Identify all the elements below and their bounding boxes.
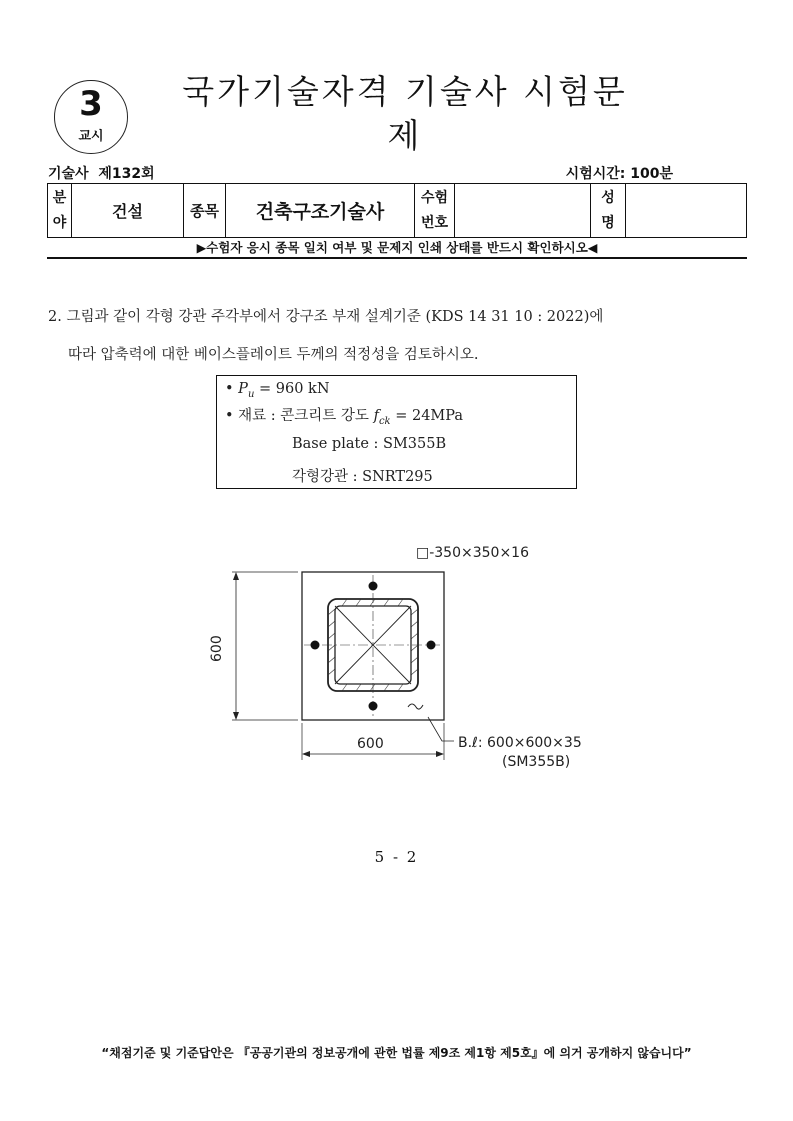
period-label: 교시 bbox=[78, 129, 104, 144]
fck-subscript: ck bbox=[378, 415, 391, 427]
name-label-2: 명 bbox=[601, 214, 615, 231]
bullet-2: • bbox=[225, 408, 234, 424]
bullet-1: • bbox=[225, 381, 234, 397]
fck-symbol: f bbox=[373, 408, 379, 424]
exam-no-label-cell bbox=[415, 184, 455, 237]
plate-material: (SM355B) bbox=[502, 754, 571, 770]
anchor-bolt-left bbox=[311, 641, 320, 650]
tube-label: □-350×350×16 bbox=[416, 545, 529, 561]
exam-no-label-1: 수험 bbox=[420, 189, 449, 206]
name-field[interactable] bbox=[626, 184, 745, 237]
name-label-1: 성 bbox=[601, 189, 615, 206]
base-plate-figure bbox=[200, 535, 620, 785]
width-dim-arrow-right bbox=[436, 751, 444, 757]
width-dimension: 600 bbox=[357, 736, 384, 752]
plate-label: B.ℓ: 600×600×35 bbox=[458, 735, 582, 751]
exam-no-label-2: 번호 bbox=[420, 214, 449, 231]
field-label-1: 분 bbox=[52, 189, 67, 206]
height-dim-arrow-bottom bbox=[233, 712, 239, 720]
anchor-bolt-top bbox=[369, 582, 378, 591]
weld-symbol bbox=[408, 704, 423, 709]
fck-value: = 24MPa bbox=[390, 408, 464, 424]
field-label-cell bbox=[48, 184, 72, 237]
type-label: 종목 bbox=[190, 202, 219, 220]
height-dimension: 600 bbox=[209, 635, 225, 662]
question-line-2: 따라 압축력에 대한 베이스플레이트 두께의 적정성을 검토하시오. bbox=[68, 347, 479, 363]
question bbox=[48, 298, 748, 374]
given-base-plate: Base plate : SM355B bbox=[292, 436, 447, 452]
width-dim-arrow-left bbox=[302, 751, 310, 757]
type-value-cell bbox=[226, 184, 415, 237]
page-number: 5 - 2 bbox=[374, 848, 419, 866]
exam-round: 기술사 제132회 bbox=[48, 166, 155, 182]
anchor-bolt-right bbox=[427, 641, 436, 650]
field-value-cell bbox=[72, 184, 184, 237]
header-divider bbox=[47, 257, 747, 259]
period-number: 3 bbox=[79, 84, 103, 124]
type-label-cell bbox=[184, 184, 226, 237]
page-title: 국가기술자격 기술사 시험문제 bbox=[182, 72, 628, 155]
pu-value: = 960 kN bbox=[254, 381, 330, 397]
given-material bbox=[225, 406, 463, 432]
footer-notice: “채점기준 및 기준답안은 『공공기관의 정보공개에 관한 법률 제9조 제1항 제5호』에 의거 공개하지 않습니다” bbox=[101, 1046, 692, 1060]
info-table bbox=[47, 183, 747, 238]
given-pu bbox=[225, 379, 330, 405]
field-value: 건설 bbox=[112, 202, 143, 221]
material-prefix: 재료 : 콘크리트 강도 bbox=[238, 408, 374, 424]
exam-time: 시험시간: 100분 bbox=[565, 166, 673, 182]
height-dim-arrow-top bbox=[233, 572, 239, 580]
field-label-2: 야 bbox=[52, 214, 67, 231]
exam-no-field[interactable] bbox=[455, 184, 591, 237]
notice-text: ▶수험자 응시 종목 일치 여부 및 문제지 인쇄 상태를 반드시 확인하시오◀ bbox=[196, 240, 598, 255]
given-tube: 각형강관 : SNRT295 bbox=[292, 469, 433, 485]
anchor-bolt-bottom bbox=[369, 702, 378, 711]
given-conditions-box bbox=[216, 375, 577, 489]
type-value: 건축구조기술사 bbox=[255, 201, 385, 223]
question-line-1: 2. 그림과 같이 각형 강관 주각부에서 강구조 부재 설계기준 (KDS 14 31 10 : 2022)에 bbox=[48, 309, 604, 325]
name-label-cell bbox=[591, 184, 626, 237]
pu-subscript: u bbox=[247, 388, 255, 400]
pu-symbol: P bbox=[238, 381, 248, 397]
